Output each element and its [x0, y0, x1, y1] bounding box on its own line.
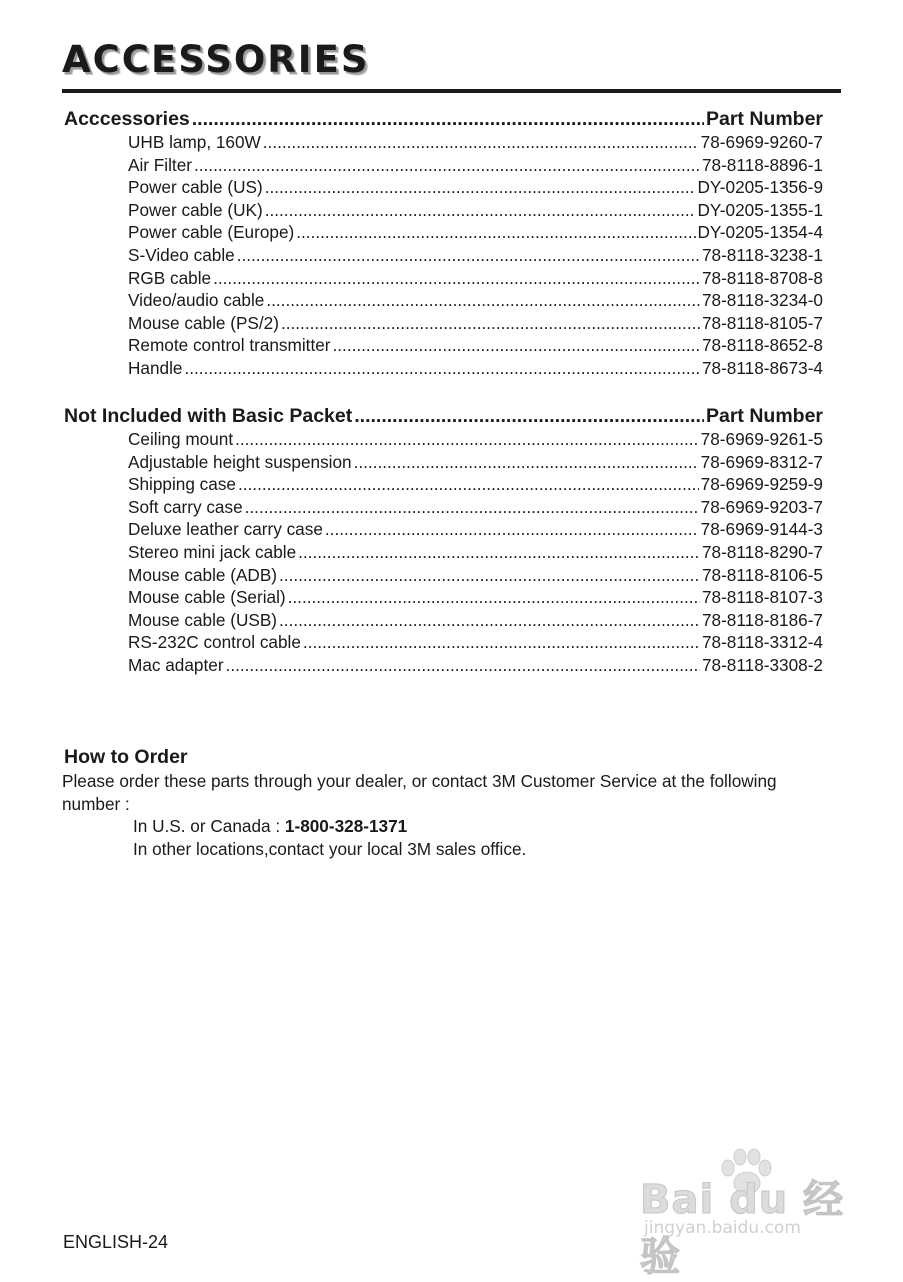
part-row	[128, 473, 823, 495]
leader-dots	[265, 176, 696, 198]
leader-dots	[265, 199, 696, 221]
part-number: 78-6969-8312-7	[700, 451, 823, 472]
leader-dots	[266, 289, 700, 311]
other-locations-line: In other locations,contact your local 3M sales office.	[133, 839, 527, 859]
part-number: 78-6969-9259-9	[700, 474, 823, 495]
part-name: S-Video cable	[128, 245, 235, 265]
part-number: 78-8118-8652-8	[701, 335, 823, 356]
leader-dots	[281, 312, 700, 334]
part-row	[128, 334, 823, 356]
part-number: 78-8118-8106-5	[701, 564, 823, 585]
part-row	[128, 199, 823, 221]
part-name: Soft carry case	[128, 496, 243, 517]
part-row	[128, 496, 823, 518]
part-number: 78-8118-8107-3	[701, 587, 823, 608]
leader-dots	[237, 244, 700, 266]
leader-dots	[226, 654, 700, 676]
part-row	[128, 586, 823, 608]
part-name: Mouse cable (PS/2)	[128, 312, 279, 333]
part-number: 78-8118-8290-7	[701, 542, 823, 562]
accessories-header	[64, 107, 823, 131]
part-number: 78-8118-3238-1	[701, 245, 823, 265]
leader-dots	[245, 496, 699, 518]
part-number: 78-8118-8896-1	[701, 154, 823, 175]
part-row	[128, 154, 823, 176]
part-row	[128, 244, 823, 266]
part-row	[128, 131, 823, 153]
part-name: RGB cable	[128, 267, 212, 288]
leader-dots	[238, 473, 699, 495]
leader-dots	[263, 131, 699, 153]
part-name: Adjustable height suspension	[128, 451, 352, 472]
part-row	[128, 609, 823, 631]
part-name: Mouse cable (ADB)	[128, 564, 278, 585]
part-row	[128, 221, 823, 243]
leader-dots	[235, 428, 699, 450]
accessories-header-label: Acccessories	[64, 108, 190, 130]
how-to-order-body: Please order these parts through your dealer, or contact 3M Customer Service at the following number :	[62, 771, 777, 814]
page-title: ACCESSORIES	[62, 38, 370, 81]
part-number: 78-8118-3308-2	[701, 655, 823, 675]
part-name: Deluxe leather carry case	[128, 519, 323, 540]
leader-dots	[333, 334, 700, 356]
leader-dots	[213, 267, 700, 289]
leader-dots	[298, 541, 700, 563]
leader-dots	[194, 154, 700, 176]
leader-dots	[325, 518, 699, 540]
part-row	[128, 312, 823, 334]
part-number: DY-0205-1354-4	[697, 222, 823, 243]
watermark-logo: Bai du 经验	[640, 1177, 845, 1280]
not-included-header-value: Part Number	[705, 405, 823, 427]
part-number: 78-6969-9261-5	[700, 429, 823, 449]
us-canada-line	[133, 816, 407, 837]
part-number: 78-8118-8186-7	[701, 609, 823, 630]
part-number: 78-8118-3312-4	[701, 632, 823, 653]
part-row	[128, 267, 823, 289]
part-number: 78-8118-3234-0	[701, 290, 823, 311]
not-included-header-label: Not Included with Basic Packet	[64, 405, 353, 427]
page-footer: ENGLISH-24	[63, 1232, 169, 1252]
part-row	[128, 564, 823, 586]
part-name: Power cable (Europe)	[128, 222, 295, 243]
part-number: DY-0205-1356-9	[697, 177, 823, 198]
part-row	[128, 176, 823, 198]
leader-dots	[288, 586, 700, 608]
part-name: Ceiling mount	[128, 429, 234, 449]
part-row	[128, 428, 823, 450]
part-name: Remote control transmitter	[128, 335, 331, 356]
part-number: 78-6969-9260-7	[700, 132, 823, 152]
part-name: Shipping case	[128, 474, 236, 495]
part-name: RS-232C control cable	[128, 632, 301, 653]
part-row	[128, 357, 823, 379]
part-row	[128, 289, 823, 311]
part-name: Power cable (UK)	[128, 199, 263, 220]
leader-dots	[354, 404, 704, 428]
leader-dots	[296, 221, 695, 243]
part-name: Power cable (US)	[128, 177, 263, 198]
part-number: 78-8118-8105-7	[701, 312, 823, 333]
us-canada-phone: 1-800-328-1371	[284, 816, 408, 836]
title-divider	[62, 89, 841, 93]
part-name: Stereo mini jack cable	[128, 542, 297, 562]
baidu-watermark	[640, 1148, 850, 1280]
leader-dots	[184, 357, 699, 379]
part-name: Mac adapter	[128, 655, 224, 675]
part-name: Handle	[128, 358, 183, 378]
part-name: Video/audio cable	[128, 290, 265, 311]
accessories-header-value: Part Number	[705, 108, 823, 130]
leader-dots	[354, 451, 699, 473]
not-included-header	[64, 404, 823, 428]
how-to-order-heading: How to Order	[64, 746, 188, 768]
part-row	[128, 518, 823, 540]
part-name: Mouse cable (USB)	[128, 609, 278, 630]
part-row	[128, 451, 823, 473]
part-row	[128, 541, 823, 563]
part-name: UHB lamp, 160W	[128, 132, 261, 152]
part-number: 78-8118-8673-4	[701, 358, 823, 378]
part-name: Mouse cable (Serial)	[128, 587, 286, 608]
leader-dots	[279, 609, 700, 631]
part-number: 78-8118-8708-8	[701, 267, 823, 288]
leader-dots	[279, 564, 700, 586]
part-name: Air Filter	[128, 154, 192, 175]
us-canada-label: In U.S. or Canada :	[133, 816, 285, 836]
leader-dots	[192, 107, 704, 131]
part-number: 78-6969-9144-3	[700, 519, 823, 540]
part-row	[128, 654, 823, 676]
part-number: 78-6969-9203-7	[700, 496, 823, 517]
watermark-url: jingyan.baidu.com	[644, 1218, 801, 1238]
part-number: DY-0205-1355-1	[697, 199, 823, 220]
leader-dots	[303, 631, 700, 653]
part-row	[128, 631, 823, 653]
